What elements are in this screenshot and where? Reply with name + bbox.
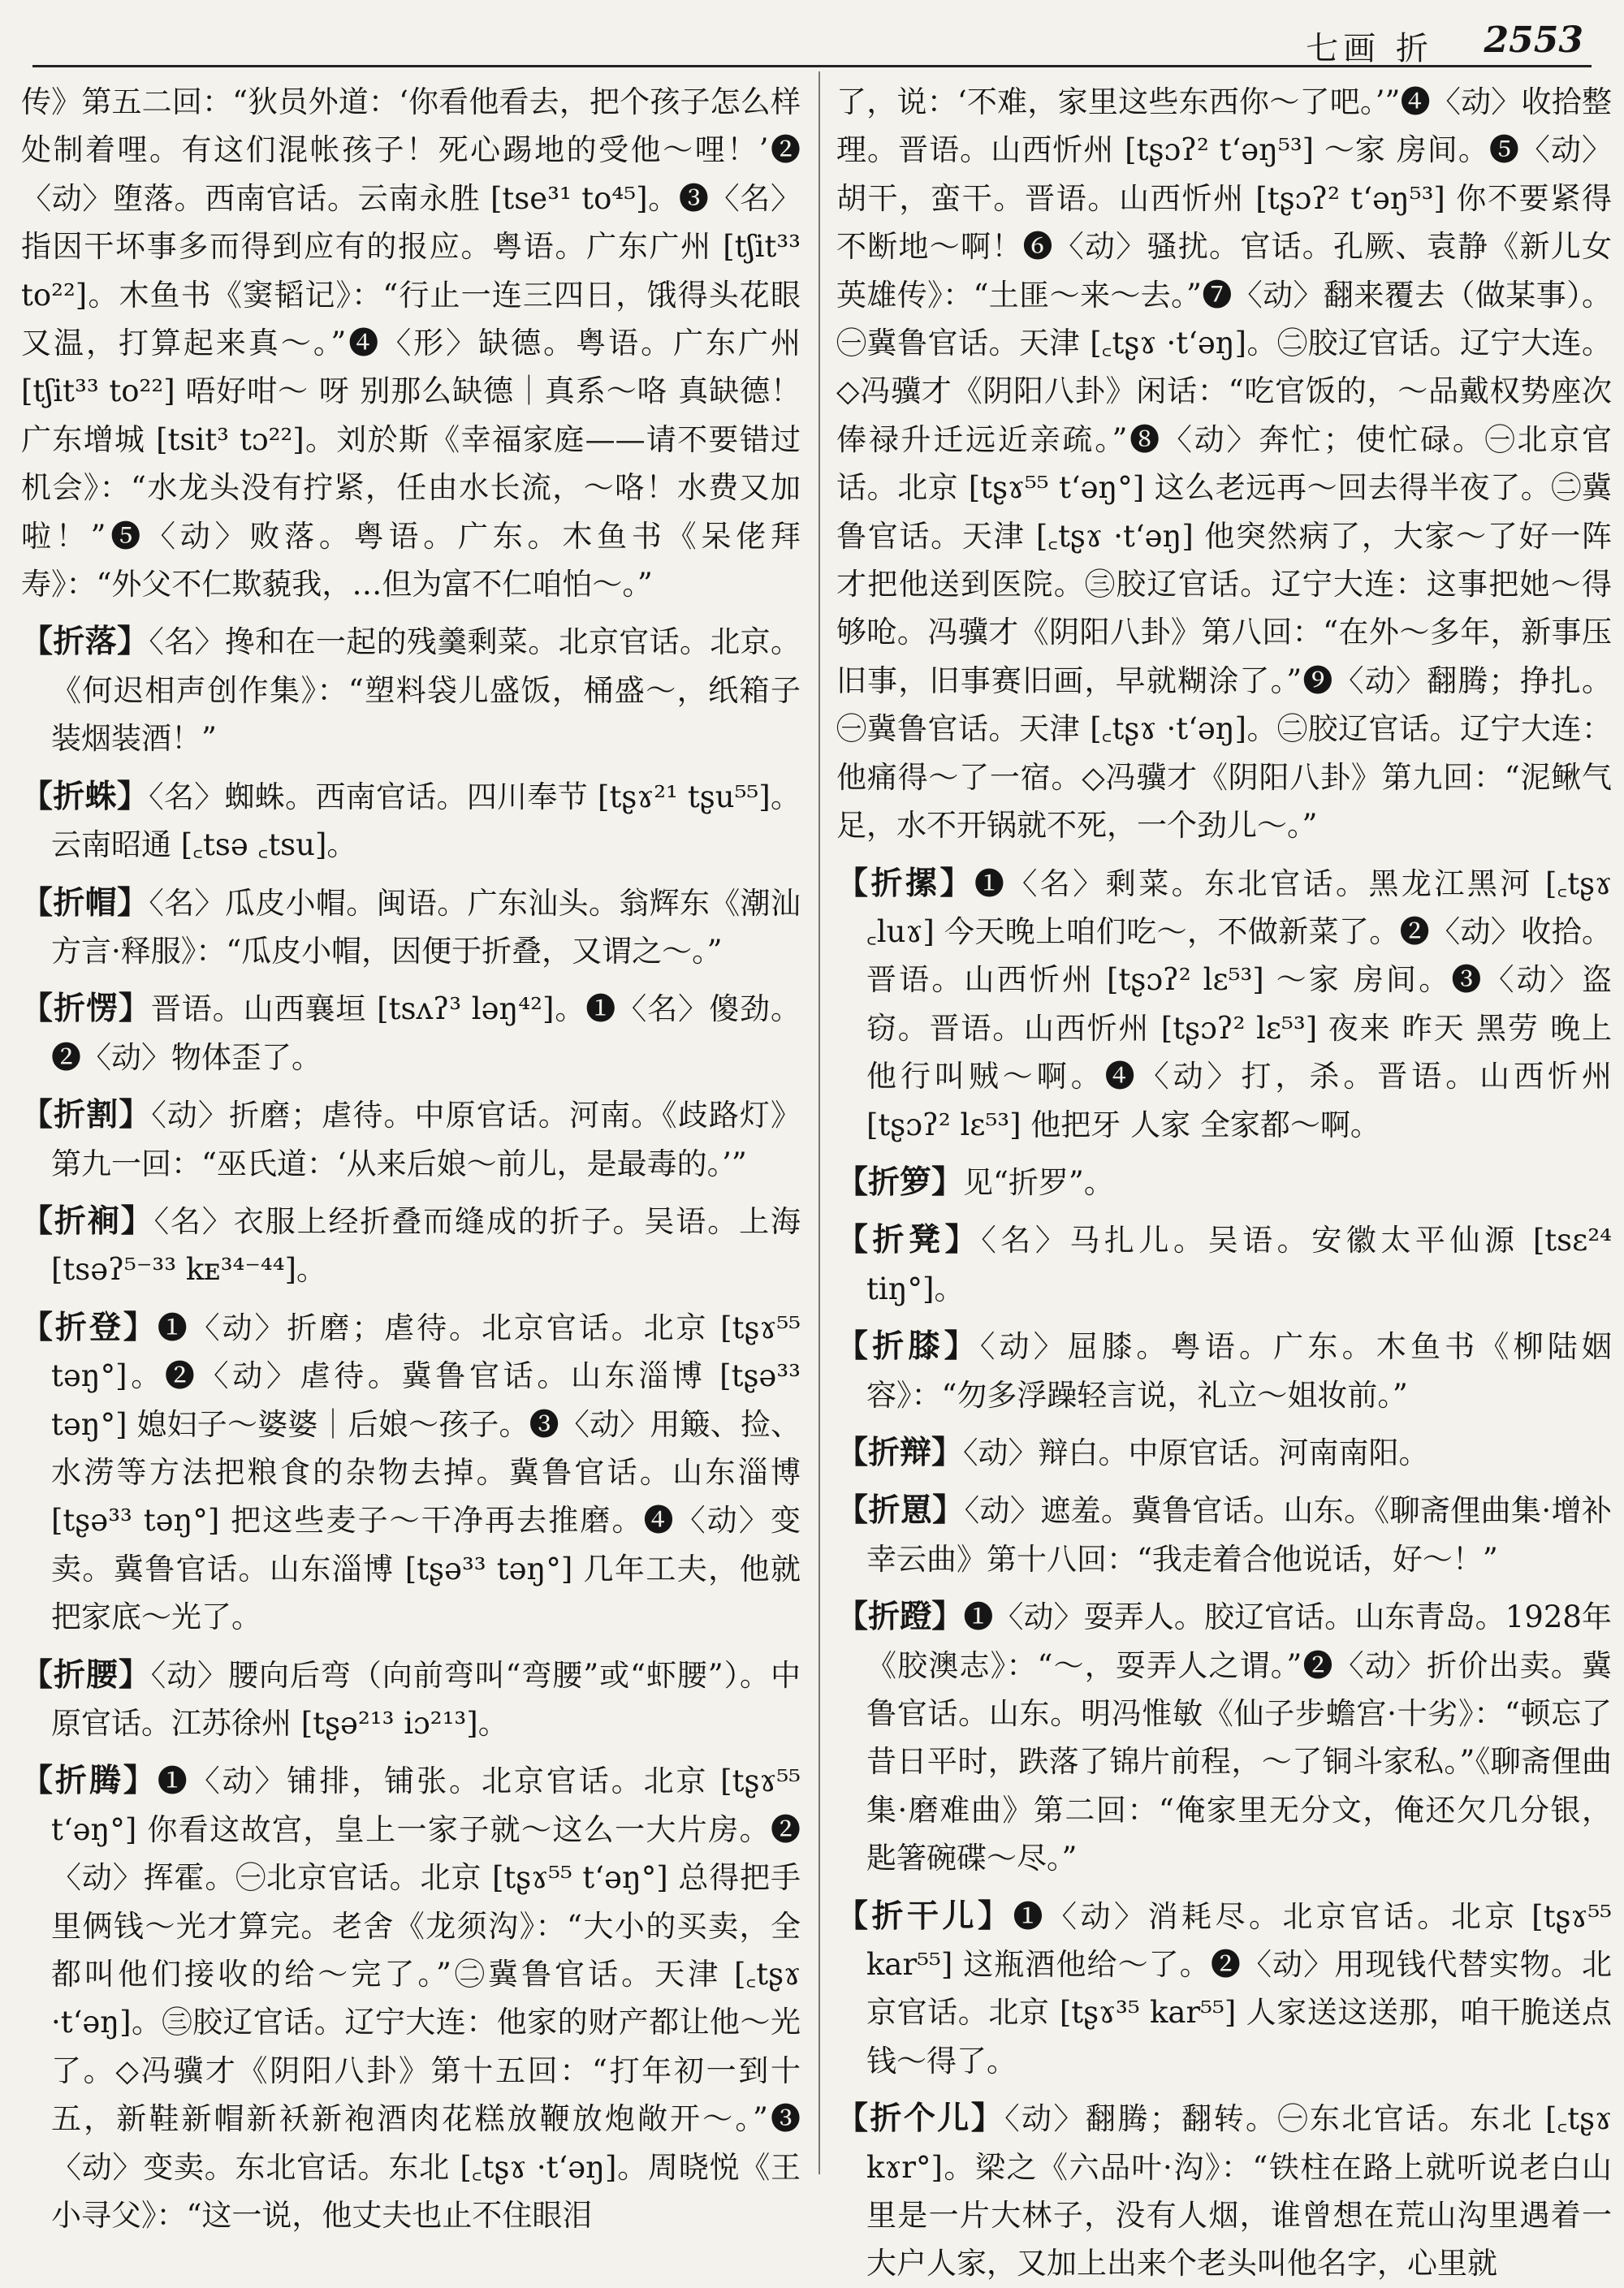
entry-body: ❶〈动〉铺排，铺张。北京官话。北京 [tʂɤ⁵⁵ tʻəŋ°] 你看这故宫，皇上一家子就～这么一大片房。❷〈动〉挥霍。㊀北京官话。北京 [tʂɤ⁵⁵ tʻəŋ°] 总得把手里俩钱～光才算完。老舍《龙须沟》：“大小的买卖，全都叫他们接收的给～完了。”㊁冀鲁官话。天津 [꜀tʂɤ ·tʻəŋ]。㊂胶辽官话。辽宁大连：他家的财产都让他～光了。◇冯骥才《阴阳八卦》第十五回：“打年初一到十五，新鞋新帽新袄新袍酒肉花糕放鞭放炮敞开～。”❸〈动〉变卖。东北官话。东北 [꜀tʂɤ ·tʻəŋ]。周晓悦《王小寻父》：“这一说，他丈夫也止不住眼泪 bbox=[51, 1763, 801, 2234]
entry-headword: 【折落】 bbox=[21, 623, 149, 661]
entry-headword: 【折辩】 bbox=[836, 1433, 964, 1471]
entry-body: 〈动〉翻腾；翻转。㊀东北官话。东北 [꜀tʂɤ kɤr°]。梁之《六品叶·沟》：“铁柱在路上就听说老白山里是一片大林子，没有人烟，谁曾想在荒山沟里遇着一大户人家，又加上出来个老头叫他名字，心里就 bbox=[866, 2101, 1612, 2282]
entry-body: 〈名〉马扎儿。吴语。安徽太平仙源 [tsɛ²⁴ tiŋ°]。 bbox=[866, 1223, 1612, 1306]
dictionary-entry bbox=[21, 1757, 801, 2239]
entry-headword: 【折凳】 bbox=[836, 1221, 982, 1259]
entry-headword: 【折割】 bbox=[21, 1096, 152, 1134]
entry-body: 了，说：‘不难，家里这些东西你～了吧。’”❹〈动〉收拾整理。晋语。山西忻州 [tʂɔʔ² tʻəŋ⁵³] ～家 房间。❺〈动〉胡干，蛮干。晋语。山西忻州 [tʂɔʔ² tʻəŋ⁵³] 你不要紧得不断地～啊！❻〈动〉骚扰。官话。孔厥、袁静《新儿女英雄传》：“土匪～来～去。”❼〈动〉翻来覆去（做某事）。㊀冀鲁官话。天津 [꜀tʂɤ ·tʻəŋ]。㊁胶辽官话。辽宁大连。◇冯骥才《阴阳八卦》闲话：“吃官饭的，～品戴权势座次俸禄升迁远近亲疏。”❽〈动〉奔忙；使忙碌。㊀北京官话。北京 [tʂɤ⁵⁵ tʻəŋ°] 这么老远再～回去得半夜了。㊁冀鲁官话。天津 [꜀tʂɤ ·tʻəŋ] 他突然病了，大家～了好一阵才把他送到医院。㊂胶辽官话。辽宁大连：这事把她～得够呛。冯骥才《阴阳八卦》第八回：“在外～多年，新事压旧事，旧事赛旧画，早就糊涂了。”❾〈动〉翻腾；挣扎。㊀冀鲁官话。天津 [꜀tʂɤ ·tʻəŋ]。㊁胶辽官话。辽宁大连：他痛得～了一宿。◇冯骥才《阴阳八卦》第九回：“泥鳅气足，水不开锅就不死，一个劲儿～。” bbox=[836, 84, 1612, 844]
entry-body: ❶〈名〉剩菜。东北官话。黑龙江黑河 [꜀tʂɤ ꜀luɤ] 今天晚上咱们吃～，不做新菜了。❷〈动〉收拾。晋语。山西忻州 [tʂɔʔ² lɛ⁵³] ～家 房间。❸〈动〉盗窃。晋语。山西忻州 [tʂɔʔ² lɛ⁵³] 夜来 昨天 黑劳 晚上 他行叫贼～啊。❹〈动〉打，杀。晋语。山西忻州 [tʂɔʔ² lɛ⁵³] 他把牙 人家 全家都～啊。 bbox=[866, 866, 1612, 1142]
dictionary-entry bbox=[836, 860, 1612, 1149]
dictionary-entry bbox=[836, 1487, 1612, 1583]
entry-body: 晋语。山西襄垣 [tsʌʔ³ ləŋ⁴²]。❶〈名〉傻劲。❷〈动〉物体歪了。 bbox=[51, 991, 801, 1075]
entry-body: 〈名〉搀和在一起的残羹剩菜。北京官话。北京。《何迟相声创作集》：“塑料袋儿盛饭，桶盛～，纸箱子装烟装酒！” bbox=[51, 624, 801, 757]
entry-body: 〈动〉辩白。中原官话。河南南阳。 bbox=[963, 1435, 1429, 1470]
entry-headword: 【折帽】 bbox=[21, 883, 149, 922]
dictionary-entry bbox=[21, 773, 801, 870]
entry-headword: 【折登】 bbox=[21, 1308, 158, 1346]
entry-body: 〈动〉遮羞。冀鲁官话。山东。《聊斋俚曲集·增补幸云曲》第十八回：“我走着合他说话，好～！” bbox=[866, 1493, 1612, 1577]
dictionary-entry bbox=[21, 1651, 801, 1748]
entry-headword: 【折蹬】 bbox=[836, 1598, 964, 1636]
right-column bbox=[836, 78, 1612, 2288]
entry-body: ❶〈动〉耍弄人。胶辽官话。山东青岛。1928年《胶澳志》：“～，耍弄人之谓。”❷〈动〉折价出卖。冀鲁官话。山东。明冯惟敏《仙子步蟾宫·十劣》：“顿忘了昔日平时，跌落了锦片前程，～了铜斗家私。”《聊斋俚曲集·磨难曲》第二回：“俺家里无分文，俺还欠几分银，匙箸碗碟～尽。” bbox=[866, 1599, 1612, 1876]
dictionary-entry bbox=[836, 1216, 1612, 1313]
entry-body: 传》第五二回：“狄员外道：‘你看他看去，把个孩子怎么样处制着哩。有这们混帐孩子！死心踢地的受他～哩！’❷〈动〉堕落。西南官话。云南永胜 [tse³¹ to⁴⁵]。❸〈名〉指因干坏事多而得到应有的报应。粤语。广东广州 [tʃit³³ to²²]。木鱼书《窦韬记》：“行止一连三四日，饿得头花眼又温，打算起来真～。”❹〈形〉缺德。粤语。广东广州 [tʃit³³ to²²] 唔好咁～ 呀 别那么缺德｜真系～咯 真缺德！广东增城 [tsit³ tɔ²²]。刘於斯《幸福家庭——请不要错过机会》：“水龙头没有拧紧，任由水长流，～咯！水费又加啦！”❺〈动〉败落。粤语。广东。木鱼书《呆佬拜寿》：“外父不仁欺藐我，…但为富不仁咱怕～。” bbox=[21, 84, 801, 602]
dictionary-entry bbox=[836, 1429, 1612, 1477]
entry-body: 〈动〉屈膝。粤语。广东。木鱼书《柳陆姻容》：“勿多浮躁轻言说，礼立～姐妆前。” bbox=[866, 1329, 1612, 1413]
entry-body: 〈名〉衣服上经折叠而缝成的折子。吴语。上海 [tsəʔ⁵⁻³³ kᴇ³⁴⁻⁴⁴]。 bbox=[51, 1203, 801, 1288]
entry-headword: 【折腾】 bbox=[21, 1762, 158, 1800]
entry-headword: 【折箩】 bbox=[836, 1163, 964, 1201]
left-column bbox=[21, 78, 801, 2239]
entry-body: 〈动〉折磨；虐待。中原官话。河南。《歧路灯》第九一回：“巫氏道：‘从来后娘～前儿，是最毒的。’” bbox=[51, 1098, 801, 1181]
entry-body: 〈名〉瓜皮小帽。闽语。广东汕头。翁辉东《潮汕方言·释服》：“瓜皮小帽，因便于折叠，又谓之～。” bbox=[51, 885, 801, 969]
dictionary-entry bbox=[21, 618, 801, 762]
page-header bbox=[32, 16, 1592, 67]
entry-body: ❶〈动〉消耗尽。北京官话。北京 [tʂɤ⁵⁵ kar⁵⁵] 这瓶酒他给～了。❷〈动〉用现钱代替实物。北京官话。北京 [tʂɤ³⁵ kar⁵⁵] 人家送这送那，咱干脆送点钱～得了。 bbox=[866, 1898, 1612, 2079]
entry-body: 〈名〉蜘蛛。西南官话。四川奉节 [tʂɤ²¹ tʂu⁵⁵]。云南昭通 [꜀tsə ꜀tsu]。 bbox=[51, 779, 801, 863]
dictionary-entry bbox=[21, 1304, 801, 1642]
column-divider bbox=[818, 71, 820, 2174]
dictionary-entry bbox=[836, 2095, 1612, 2288]
entry-headword: 【折蛛】 bbox=[21, 777, 149, 815]
entry-body: 〈动〉腰向后弯（向前弯叫“弯腰”或“虾腰”）。中原官话。江苏徐州 [tʂə²¹³ iɔ²¹³]。 bbox=[51, 1657, 801, 1741]
entry-headword: 【折个儿】 bbox=[836, 2100, 1005, 2138]
entry-headword: 【折愣】 bbox=[21, 990, 151, 1028]
page-number: 2553 bbox=[1484, 19, 1583, 61]
entry-continuation bbox=[21, 78, 801, 608]
dictionary-entry bbox=[836, 1159, 1612, 1207]
dictionary-entry bbox=[21, 1091, 801, 1188]
dictionary-entry bbox=[836, 1593, 1612, 1882]
dictionary-entry bbox=[836, 1893, 1612, 2086]
dictionary-entry bbox=[21, 879, 801, 976]
entry-body: ❶〈动〉折磨；虐待。北京官话。北京 [tʂɤ⁵⁵ təŋ°]。❷〈动〉虐待。冀鲁官话。山东淄博 [tʂə³³ təŋ°] 媳妇子～婆婆｜后娘～孩子。❸〈动〉用簸、捡、水涝等方法把粮食的杂物去掉。冀鲁官话。山东淄博 [tʂə³³ təŋ°] 把这些麦子～干净再去推磨。❹〈动〉变卖。冀鲁官话。山东淄博 [tʂə³³ təŋ°] 几年工夫，他就把家底～光了。 bbox=[51, 1310, 801, 1635]
entry-body: 见“折罗”。 bbox=[963, 1164, 1114, 1200]
entry-headword: 【折摞】 bbox=[836, 864, 974, 902]
dictionary-entry bbox=[21, 1198, 801, 1294]
entry-headword: 【折干儿】 bbox=[836, 1897, 1013, 1935]
entry-headword: 【折裥】 bbox=[21, 1202, 154, 1240]
section-title: 七画 折 bbox=[1306, 30, 1433, 67]
dictionary-entry bbox=[836, 1323, 1612, 1419]
dictionary-entry bbox=[21, 985, 801, 1081]
entry-headword: 【折腰】 bbox=[21, 1656, 151, 1694]
entry-continuation bbox=[836, 78, 1612, 850]
entry-headword: 【折膝】 bbox=[836, 1327, 980, 1366]
entry-headword: 【折罳】 bbox=[836, 1492, 965, 1530]
